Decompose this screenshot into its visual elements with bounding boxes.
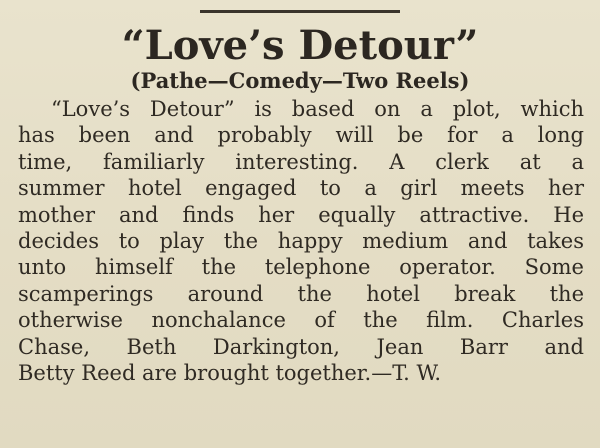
body-line: has been and probably will be for a long: [18, 123, 584, 148]
body-line: otherwise nonchalance of the film. Charles: [18, 308, 584, 333]
body-line: “Love’s Detour” is based on a plot, which: [51, 97, 584, 121]
body-line: mother and finds her equally attractive. He: [18, 202, 584, 227]
body-line: decides to play the happy medium and takes: [18, 229, 584, 254]
body-line: unto himself the telephone operator. Some: [18, 255, 584, 280]
top-rule: [200, 10, 400, 13]
body-line: summer hotel engaged to a girl meets her: [18, 176, 584, 201]
article-title: “Love’s Detour”: [121, 22, 479, 69]
article-subtitle: (Pathe—Comedy—Two Reels): [130, 68, 470, 93]
body-line: time, familiarly interesting. A clerk at a: [18, 149, 584, 174]
body-line: Chase, Beth Darkington, Jean Barr and: [18, 334, 584, 359]
body-line: Betty Reed are brought together.—T. W.: [18, 361, 442, 386]
body-line: scamperings around the hotel break the: [18, 281, 584, 306]
article-body: [18, 96, 584, 386]
